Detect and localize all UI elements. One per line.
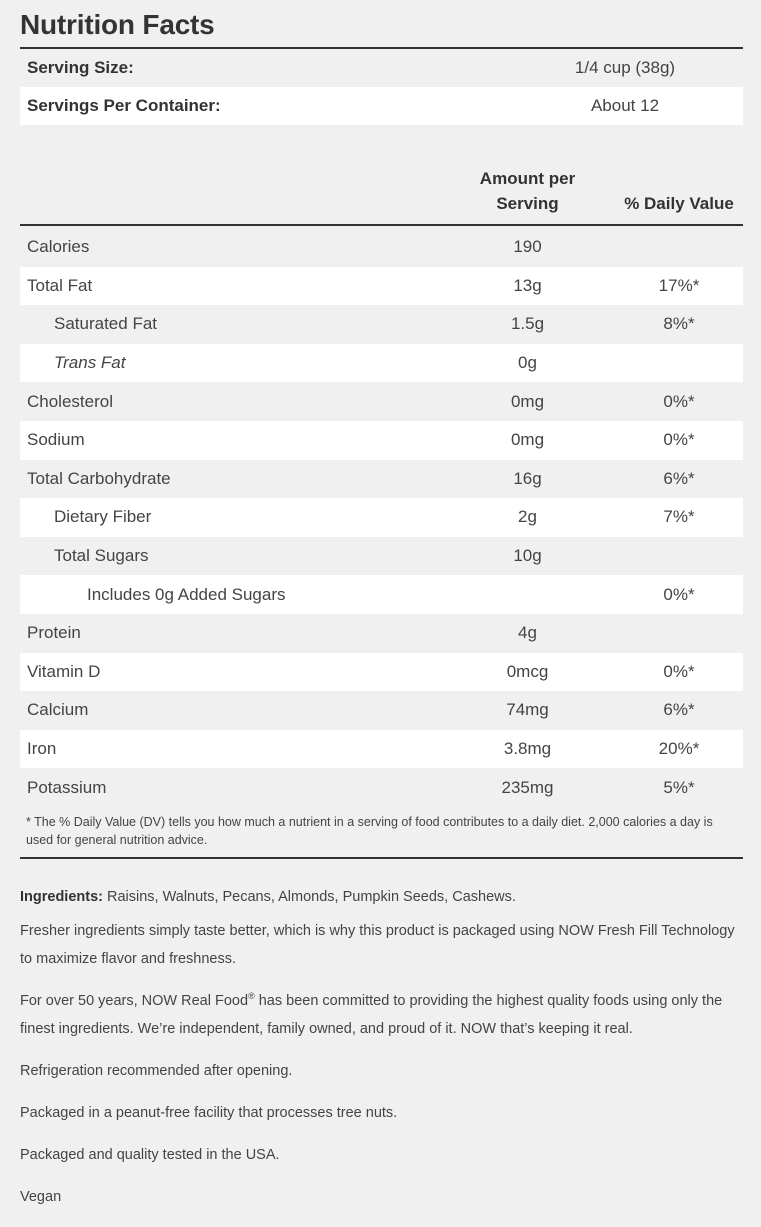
table-row: [20, 691, 743, 730]
nutrient-dv: 7%*: [663, 507, 695, 527]
facility-note: Packaged in a peanut-free facility that processes tree nuts.: [20, 1105, 398, 1121]
nutrient-name: Calcium: [27, 700, 89, 720]
table-row: [20, 305, 743, 344]
origin-note: Packaged and quality tested in the USA.: [20, 1147, 280, 1163]
nutrient-dv: 6%*: [663, 468, 695, 488]
ingredients-label: Ingredients:: [20, 889, 103, 905]
nutrient-name: Calories: [27, 237, 90, 257]
nutrient-name: Total Fat: [27, 275, 93, 295]
nutrient-amount: 0mcg: [506, 661, 549, 681]
amount-per-serving-header: Amount per Serving: [479, 169, 576, 213]
nutrient-name: Saturated Fat: [54, 314, 158, 334]
nutrient-amount: 2g: [518, 507, 537, 527]
nutrient-name: Total Carbohydrate: [27, 468, 171, 488]
nutrient-name: Dietary Fiber: [54, 507, 152, 527]
nutrient-amount: 16g: [513, 468, 542, 488]
servings-per-container-label: Servings Per Container:: [27, 96, 221, 115]
registered-mark: ®: [248, 991, 255, 1002]
nutrient-dv: 0%*: [663, 661, 695, 681]
table-row: [20, 768, 743, 807]
table-row: [20, 421, 743, 460]
nutrient-amount: 1.5g: [510, 314, 545, 334]
nutrient-dv: 17%*: [658, 275, 700, 295]
nutrient-amount: 190: [513, 237, 542, 257]
table-row: [20, 614, 743, 653]
refrigeration-note: Refrigeration recommended after opening.: [20, 1063, 293, 1079]
nutrition-facts-table: [20, 0, 743, 859]
table-row: [20, 267, 743, 306]
table-row: [20, 460, 743, 499]
ingredients-line: [20, 880, 740, 914]
nutrient-amount: 0mg: [510, 391, 545, 411]
table-row: [20, 575, 743, 614]
nutrient-amount: 10g: [513, 546, 542, 566]
ingredients-text: Raisins, Walnuts, Pecans, Almonds, Pumpkin Seeds, Cashews.: [102, 889, 516, 905]
servings-per-container-row: [20, 87, 743, 125]
nutrient-dv: 0%*: [663, 391, 695, 411]
table-header: [20, 156, 743, 226]
brand-paragraph: For over 50 years, NOW Real Food® has been committed to providing the highest quality foods using only the finest ingredients. We’re independent, family owned, and proud of it. NOW that’s keeping it real.: [20, 991, 723, 1037]
table-row: [20, 344, 743, 383]
table-row: [20, 730, 743, 769]
nutrient-dv: 20%*: [658, 739, 700, 759]
table-row: [20, 653, 743, 692]
table-row: [20, 382, 743, 421]
serving-size-row: [20, 49, 743, 87]
nutrient-name: Iron: [27, 739, 57, 759]
nutrient-dv: 0%*: [663, 430, 695, 450]
nutrition-facts-title: Nutrition Facts: [20, 0, 743, 49]
daily-value-header: % Daily Value: [624, 194, 734, 213]
nutrient-amount: 0g: [518, 353, 537, 373]
nutrient-name: Total Sugars: [54, 546, 149, 566]
nutrient-dv: 6%*: [663, 700, 695, 720]
nutrient-amount: 4g: [518, 623, 537, 643]
nutrient-amount: 0mg: [510, 430, 545, 450]
serving-size-value: 1/4 cup (38g): [574, 58, 676, 77]
nutrient-dv: 5%*: [663, 777, 695, 797]
nutrient-name: Potassium: [27, 777, 107, 797]
nutrient-name: Includes 0g Added Sugars: [87, 584, 286, 604]
vegan-label: Vegan: [20, 1189, 62, 1205]
serving-size-label: Serving Size:: [27, 58, 134, 77]
table-row: [20, 498, 743, 537]
nutrient-name: Cholesterol: [27, 391, 113, 411]
nutrient-name: Protein: [27, 623, 81, 643]
fresh-fill-paragraph: Fresher ingredients simply taste better, which is why this product is packaged using NOW Fresh Fill Technology to maximize flavor and freshness.: [20, 923, 735, 967]
nutrient-rows: [20, 228, 743, 807]
nutrient-name: Vitamin D: [27, 661, 101, 681]
nutrient-amount: 13g: [513, 275, 542, 295]
table-row: [20, 228, 743, 267]
product-description: [20, 880, 740, 1211]
nutrient-name: Trans Fat: [54, 353, 126, 373]
nutrient-name: Sodium: [27, 430, 85, 450]
nutrient-amount: 235mg: [501, 777, 554, 797]
nutrient-dv: 8%*: [663, 314, 695, 334]
nutrient-amount: 74mg: [506, 700, 549, 720]
nutrient-dv: 0%*: [663, 584, 695, 604]
servings-per-container-value: About 12: [590, 96, 660, 115]
nutrient-amount: 3.8mg: [503, 739, 552, 759]
daily-value-footnote: * The % Daily Value (DV) tells you how much a nutrient in a serving of food contributes to a daily diet. 2,000 calories a day is used for general nutrition advice.: [20, 807, 743, 859]
table-row: [20, 537, 743, 576]
